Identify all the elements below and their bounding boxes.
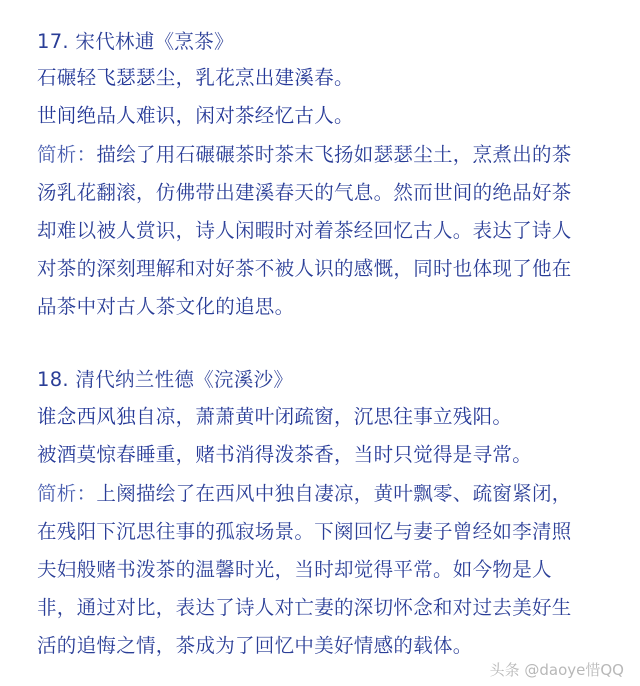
- section-18-poem-line-2: 被酒莫惊春睡重，赌书消得泼茶香，当时只觉得是寻常。: [37, 443, 533, 466]
- section-17-poem-line-1: 石碾轻飞瑟瑟尘，乳花烹出建溪春。: [37, 66, 354, 89]
- section-18-title: 18. 清代纳兰性德《浣溪沙》: [37, 368, 294, 391]
- section-18-analysis-line-1: [37, 480, 620, 508]
- section-17-poem-line-2: 世间绝品人难识，闲对茶经忆古人。: [37, 104, 354, 127]
- watermark: 头条 @daoye惜QQ: [489, 661, 624, 679]
- section-18-analysis-line-2: 在残阳下沉思往事的孤寂场景。下阕回忆与妻子曾经如李清照: [37, 520, 572, 543]
- section-17-analysis-text-1: 描绘了用石碾碾茶时茶末飞扬如瑟瑟尘土，烹煮出的茶: [96, 143, 572, 166]
- section-18-analysis-label: 简析：: [37, 482, 97, 505]
- section-17-analysis-line-1: [37, 141, 620, 169]
- section-18-analysis-text-1: 上阕描绘了在西风中独自凄凉，黄叶飘零、疏窗紧闭，: [96, 482, 572, 505]
- section-17-analysis-line-5: 品茶中对古人茶文化的追思。: [37, 295, 295, 318]
- section-18-poem-line-1: 谁念西风独自凉，萧萧黄叶闭疏窗，沉思往事立残阳。: [37, 405, 513, 428]
- section-17-analysis-line-2: 汤乳花翻滚，仿佛带出建溪春天的气息。然而世间的绝品好茶: [37, 181, 572, 204]
- section-18-analysis-line-5: 活的追悔之情，茶成为了回忆中美好情感的载体。: [37, 634, 473, 657]
- section-18-analysis-line-3: 夫妇般赌书泼茶的温馨时光，当时却觉得平常。如今物是人: [37, 558, 552, 581]
- section-17-analysis-label: 简析：: [37, 143, 97, 166]
- section-17-title: 17. 宋代林逋《烹茶》: [37, 30, 234, 53]
- section-18-analysis-line-4: 非，通过对比，表达了诗人对亡妻的深切怀念和对过去美好生: [37, 596, 572, 619]
- section-17-analysis-line-3: 却难以被人赏识，诗人闲暇时对着茶经回忆古人。表达了诗人: [37, 219, 572, 242]
- section-17-analysis-line-4: 对茶的深刻理解和对好茶不被人识的感慨，同时也体现了他在: [37, 257, 572, 280]
